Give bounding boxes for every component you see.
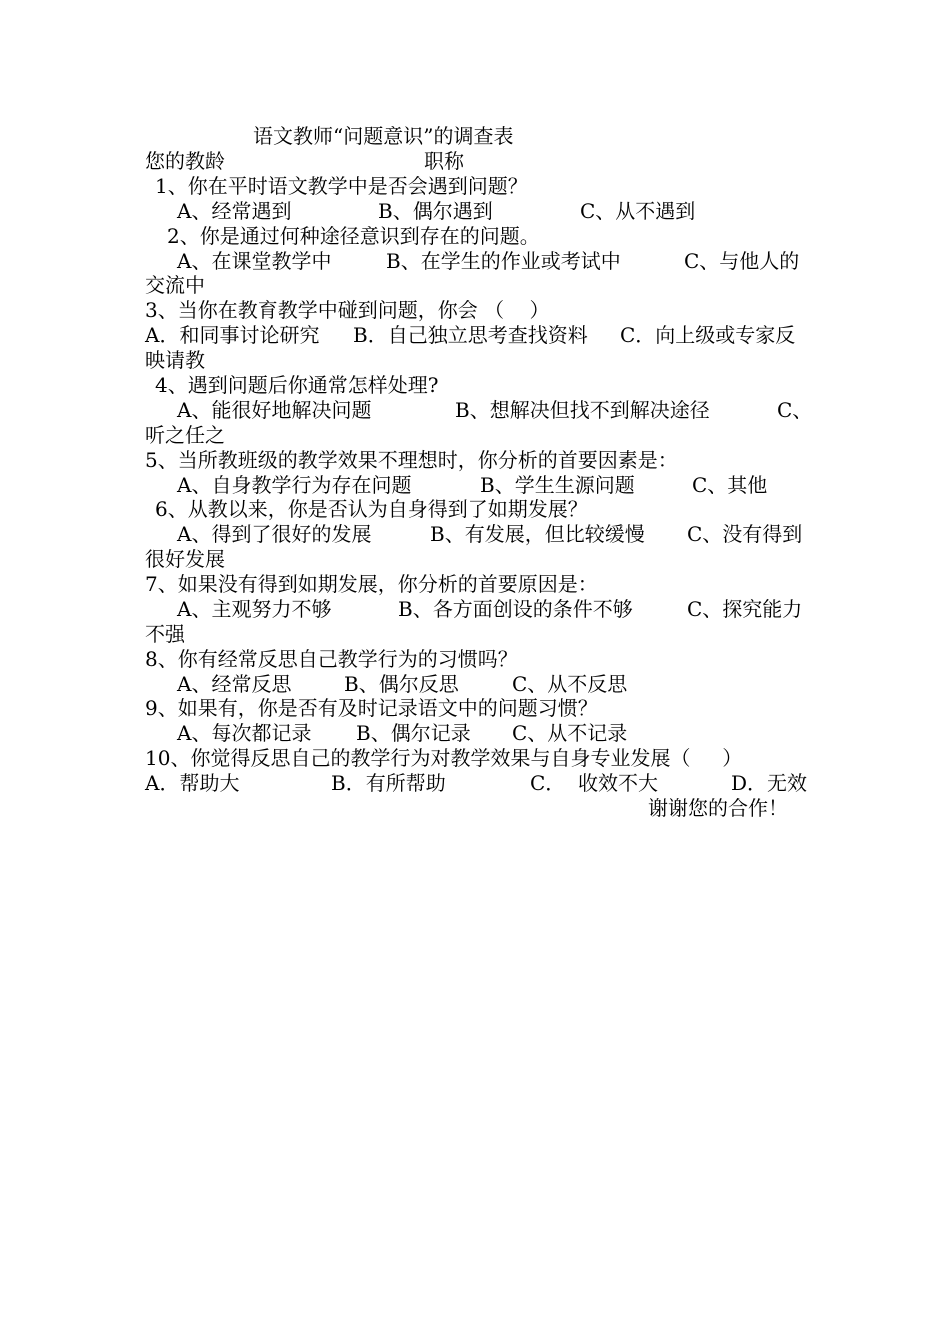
q7-option-a: A、主观努力不够 <box>177 597 332 621</box>
question-6: 6、从教以来，你是否认为自身得到了如期发展？ <box>155 497 588 521</box>
q4-option-a: A、能很好地解决问题 <box>177 398 372 422</box>
question-8: 8、你有经常反思自己教学行为的习惯吗？ <box>145 647 518 671</box>
q6-option-a: A、得到了很好的发展 <box>177 522 372 546</box>
q7-option-c-continued: 不强 <box>145 622 185 646</box>
teaching-years-label: 您的教龄 <box>145 149 225 173</box>
q1-option-a: A、经常遇到 <box>177 199 292 223</box>
q5-option-b: B、学生生源问题 <box>480 473 635 497</box>
q9-option-b: B、偶尔记录 <box>356 721 471 745</box>
q7-option-c: C、探究能力 <box>687 597 803 621</box>
question-5: 5、当所教班级的教学效果不理想时，你分析的首要因素是： <box>145 448 678 472</box>
question-9: 9、如果有，你是否有及时记录语文中的问题习惯？ <box>145 696 598 720</box>
q2-option-c-continued: 交流中 <box>145 273 205 297</box>
closing-thanks: 谢谢您的合作！ <box>648 796 788 820</box>
q4-option-b: B、想解决但找不到解决途径 <box>455 398 710 422</box>
q7-option-b: B、各方面创设的条件不够 <box>398 597 633 621</box>
question-2: 2、你是通过何种途径意识到存在的问题。 <box>167 224 540 248</box>
q8-option-c: C、从不反思 <box>512 672 628 696</box>
q10-option-b: B．有所帮助 <box>331 771 446 795</box>
q6-option-c: C、没有得到 <box>687 522 803 546</box>
q1-option-c: C、从不遇到 <box>580 199 696 223</box>
q3-option-b: B．自己独立思考查找资料 <box>353 323 588 347</box>
q9-option-c: C、从不记录 <box>512 721 628 745</box>
page-title: 语文教师“问题意识”的调查表 <box>253 124 514 148</box>
job-title-label: 职称 <box>424 149 464 173</box>
question-10: 10、你觉得反思自己的教学行为对教学效果与自身专业发展（ ） <box>145 746 743 770</box>
q9-option-a: A、每次都记录 <box>177 721 312 745</box>
q3-option-c: C．向上级或专家反 <box>620 323 796 347</box>
q3-option-a: A．和同事讨论研究 <box>145 323 320 347</box>
q2-option-b: B、在学生的作业或考试中 <box>386 249 621 273</box>
q2-option-a: A、在课堂教学中 <box>177 249 332 273</box>
q6-option-b: B、有发展，但比较缓慢 <box>430 522 645 546</box>
q10-option-a: A．帮助大 <box>145 771 240 795</box>
question-3: 3、当你在教育教学中碰到问题，你会 （ ） <box>145 298 550 322</box>
q3-option-c-continued: 映请教 <box>145 348 205 372</box>
question-7: 7、如果没有得到如期发展，你分析的首要原因是： <box>145 572 598 596</box>
q1-option-b: B、偶尔遇到 <box>378 199 493 223</box>
q6-option-c-continued: 很好发展 <box>145 547 225 571</box>
question-4: 4、遇到问题后你通常怎样处理? <box>155 373 439 397</box>
q8-option-a: A、经常反思 <box>177 672 292 696</box>
q4-option-c: C、 <box>777 398 813 422</box>
q4-option-c-continued: 听之任之 <box>145 423 225 447</box>
q5-option-c: C、其他 <box>692 473 768 497</box>
q10-option-d: D．无效 <box>731 771 808 795</box>
q8-option-b: B、偶尔反思 <box>344 672 459 696</box>
q10-option-c: C． 收效不大 <box>530 771 659 795</box>
q5-option-a: A、自身教学行为存在问题 <box>177 473 412 497</box>
q2-option-c: C、与他人的 <box>684 249 800 273</box>
question-1: 1、你在平时语文教学中是否会遇到问题？ <box>155 174 528 198</box>
